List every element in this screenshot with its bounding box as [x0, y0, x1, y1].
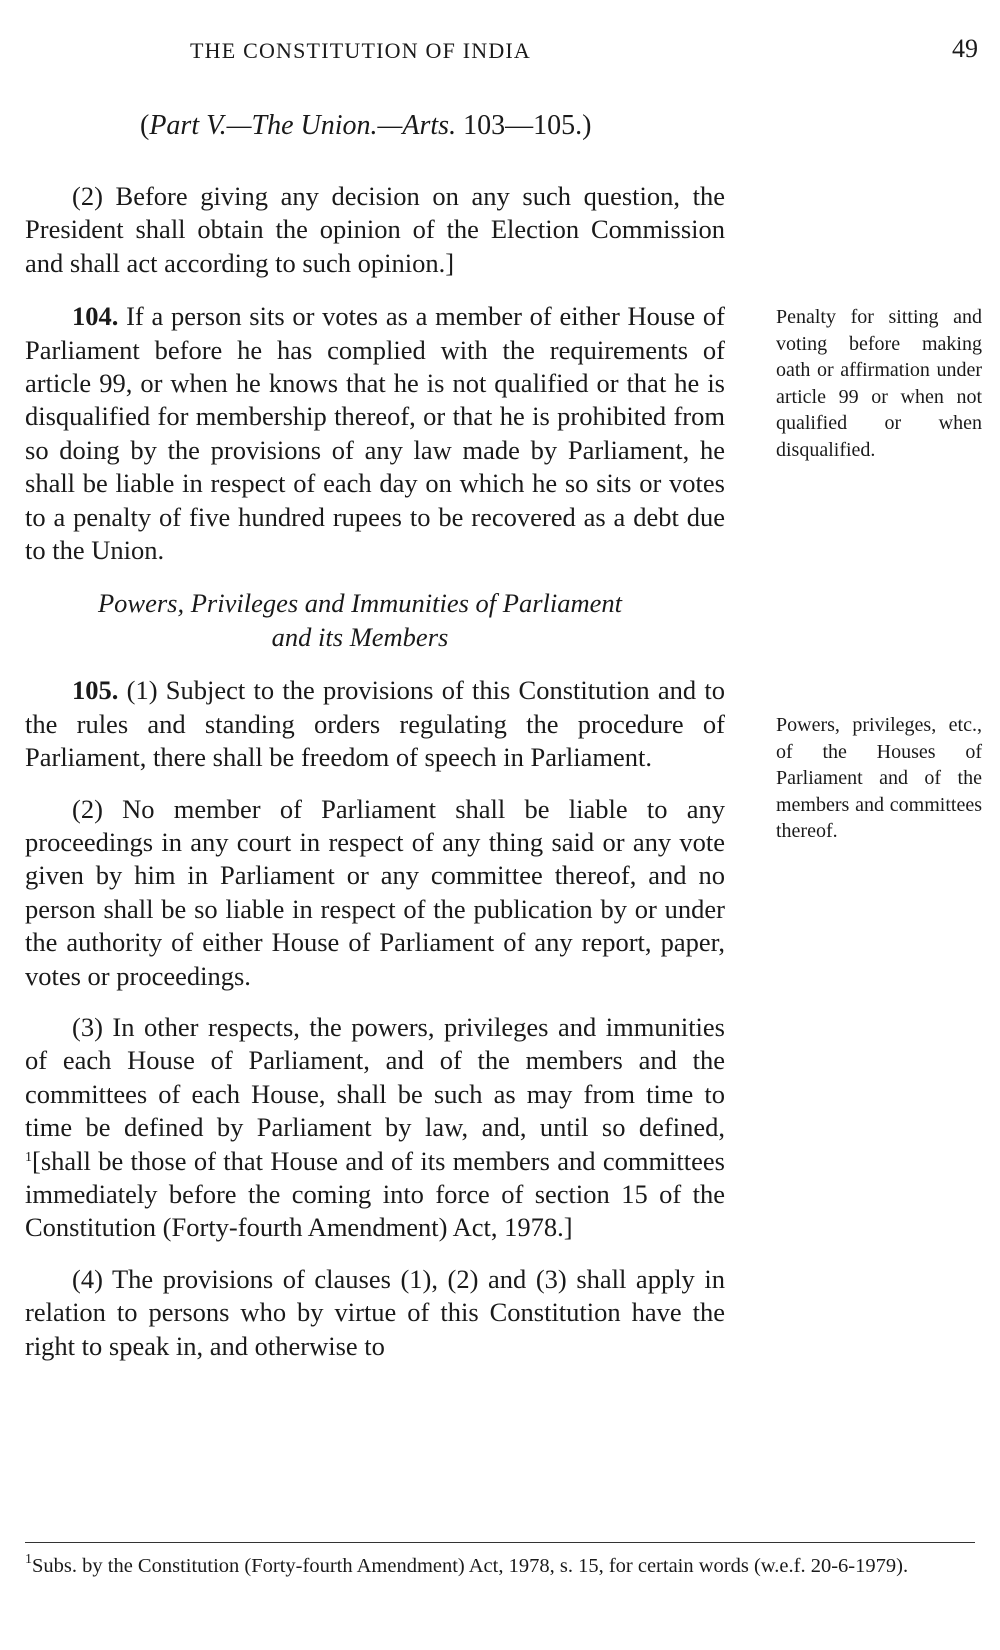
footnote-rule — [25, 1542, 975, 1543]
footnote-reference[interactable]: 1 — [25, 1149, 32, 1165]
article-104 — [25, 300, 725, 567]
part-heading — [140, 110, 591, 142]
article-105-clause-2: (2) No member of Parliament shall be liable to any proceedings in any court in respect of any thing said or any vote given by him in Parliament or any committee thereof, and no person shall be so liable in respect of the publication by or under the authority of either House of Parliament of any report, paper, votes or proceedings. — [25, 793, 725, 991]
article-104-text: If a person sits or votes as a member of either House of Parliament before he has complied with the requirements of article 99, or when he knows that he is not qualified or that he is disqualified for membership thereof, or that he is prohibited from so doing by the provisions of any law made by Parliament, he shall be liable in respect of each day on which he so sits or votes to a penalty of five hundred rupees to be recovered as a debt due to the Union. — [25, 301, 725, 566]
footnote-mark: 1 — [25, 1552, 32, 1567]
section-heading — [25, 587, 725, 654]
footnote — [25, 1553, 977, 1580]
margin-note-105: Powers, privileges, etc., of the Houses of Parliament and of the members and committees thereof. — [776, 714, 982, 843]
article-105-number: 105. — [72, 675, 119, 706]
article-105-clause-3-part-1: (3) In other respects, the powers, privileges and immunities of each House of Parliament, and of the members and the committees of each House, shall be such as may from time to time be defined by Parliament by law, and, until so defined, — [25, 1011, 725, 1143]
section-heading-line-2: and its Members — [271, 621, 449, 652]
article-105-clause-3 — [25, 1011, 725, 1245]
article-105-clause-1 — [25, 674, 725, 774]
page-number: 49 — [952, 34, 978, 63]
part-heading-range: 103—105. — [456, 110, 583, 141]
article-104-number: 104. — [72, 301, 119, 332]
part-heading-italic: Part V.—The Union.—Arts. — [149, 110, 457, 141]
section-heading-line-1: Powers, Privileges and Immunities of Parliament — [97, 588, 623, 619]
article-105-clause-1-text: (1) Subject to the provisions of this Constitution and to the rules and standing orders regulating the procedure of Parliament, there shall be freedom of speech in Parliament. — [25, 675, 725, 773]
part-heading-close: ) — [582, 110, 592, 141]
article-105-clause-3-part-2: [shall be those of that House and of its members and committees immediately before the coming into force of section 15 of the Constitution (Forty-fourth Amendment) Act, 1978.] — [25, 1145, 725, 1243]
article-105-clause-4: (4) The provisions of clauses (1), (2) and (3) shall apply in relation to persons who by virtue of this Constitution have the right to speak in, and otherwise to — [25, 1263, 725, 1361]
main-text — [25, 180, 725, 1363]
part-heading-open: ( — [140, 110, 150, 141]
article-103-clause-2: (2) Before giving any decision on any such question, the President shall obtain the opinion of the Election Commission and shall act according to such opinion.] — [25, 181, 725, 278]
footnote-text: Subs. by the Constitution (Forty-fourth Amendment) Act, 1978, s. 15, for certain words (w.e.f. 20-6-1979). — [32, 1555, 909, 1577]
running-head: THE CONSTITUTION OF INDIA — [190, 38, 532, 63]
margin-note-104: Penalty for sitting and voting before making oath or affirmation under article 99 or when not qualified or when disqualified. — [776, 306, 982, 461]
